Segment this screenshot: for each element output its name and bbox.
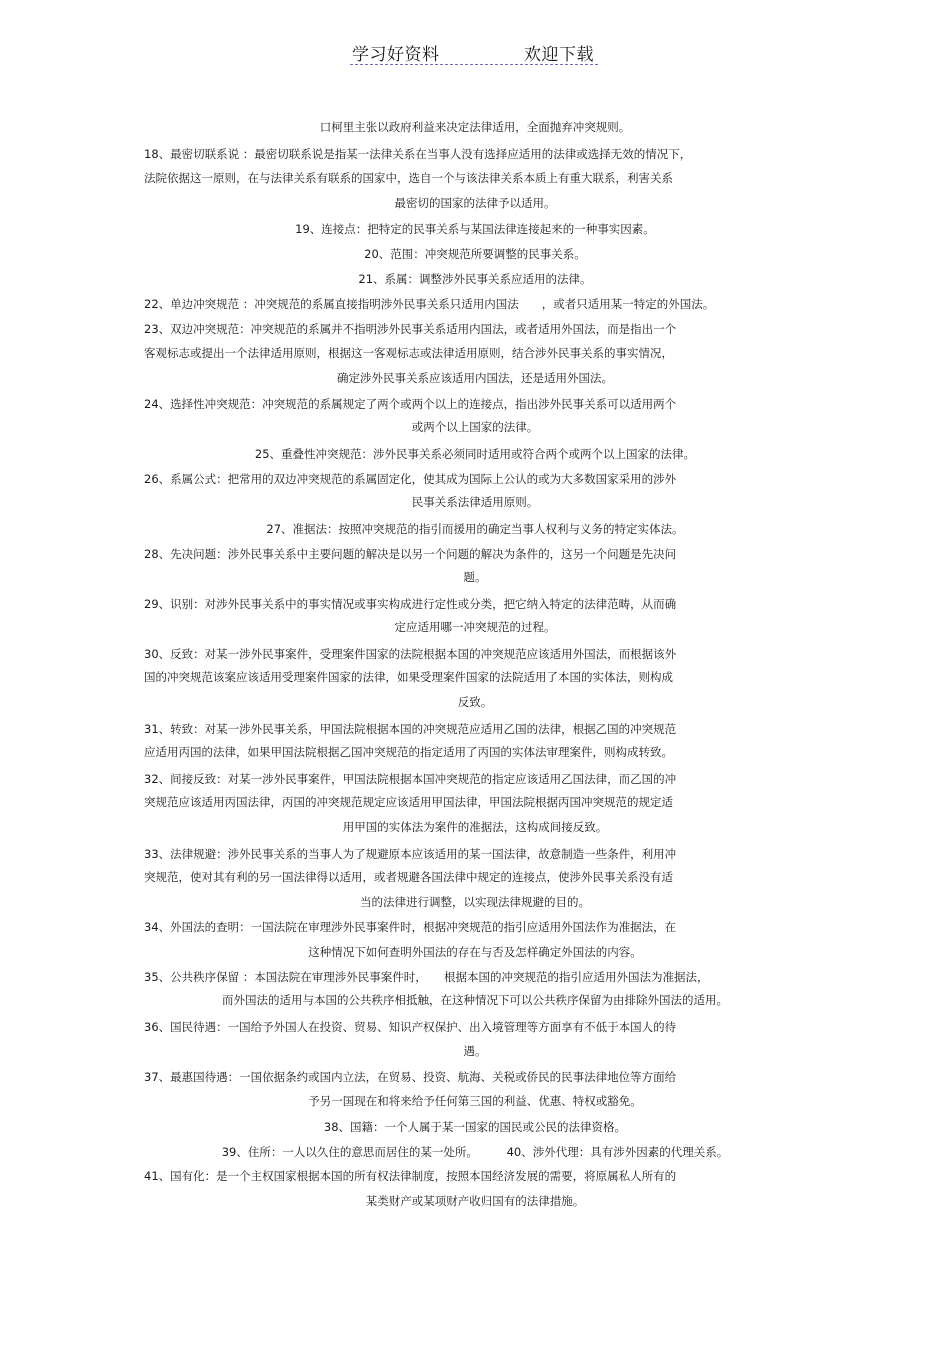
header-right-text: 欢迎下载 — [524, 45, 594, 65]
text-line: 30、反致：对某一涉外民事案件，受理案件国家的法院根据本国的冲突规范应该适用外国法，而根据该外 — [144, 647, 677, 661]
text-line: 突规范，使对其有利的另一国法律得以适用，或者规避各国法律中规定的连接点，使涉外民事关系没有适 — [144, 870, 673, 884]
text-line: 36、国民待遇：一国给予外国人在投资、贸易、知识产权保护、出入境管理等方面享有不低于本国人的待 — [144, 1020, 677, 1034]
text-line: 遇。 — [463, 1044, 487, 1058]
text-line: 国的冲突规范该案应该适用受理案件国家的法律，如果受理案件国家的法院适用了本国的实体法，则构成 — [144, 670, 673, 684]
text-line: 31、转致：对某一涉外民事关系，甲国法院根据本国的冲突规范应适用乙国的法律，根据乙国的冲突规范 — [144, 722, 677, 736]
header-left-text: 学习好资料 — [352, 45, 440, 65]
text-line: 而外国法的适用与本国的公共秩序相抵触，在这种情况下可以公共秩序保留为由排除外国法的适用。 — [222, 993, 728, 1007]
text-line: 当的法律进行调整，以实现法律规避的目的。 — [360, 895, 590, 909]
text-line: 34、外国法的查明：一国法院在审理涉外民事案件时，根据冲突规范的指引应适用外国法作为准据法，在 — [144, 920, 677, 934]
text-line: 28、先决问题：涉外民事关系中主要问题的解决是以另一个问题的解决为条件的，这另一个问题是先决问 — [144, 547, 677, 561]
text-line: 23、双边冲突规范：冲突规范的系属并不指明涉外民事关系适用内国法，或者适用外国法，而是指出一个 — [144, 322, 677, 336]
text-line: 题。 — [463, 570, 487, 584]
text-line: 33、法律规避：涉外民事关系的当事人为了规避原本应该适用的某一国法律，故意制造一些条件，利用冲 — [144, 847, 677, 861]
text-line: 民事关系法律适用原则。 — [411, 495, 539, 509]
text-line: 或两个以上国家的法律。 — [411, 420, 539, 434]
text-line: 反致。 — [457, 695, 493, 709]
text-line: 法院依据这一原则，在与法律关系有联系的国家中，选自一个与该法律关系本质上有重大联系，利害关系 — [144, 171, 673, 185]
text-line: 41、国有化：是一个主权国家根据本国的所有权法律制度，按照本国经济发展的需要，将原属私人所有的 — [144, 1169, 677, 1183]
text-line: 客观标志或提出一个法律适用原则，根据这一客观标志或法律适用原则，结合涉外民事关系的事实情况， — [144, 346, 673, 360]
text-line: 37、最惠国待遇：一国依据条约或国内立法，在贸易、投资、航海、关税或侨民的民事法律地位等方面给 — [144, 1070, 677, 1084]
text-line: 突规范应该适用丙国法律，丙国的冲突规范规定应该适用甲国法律，甲国法院根据丙国冲突规范的规定适 — [144, 795, 673, 809]
text-line: 26、系属公式：把常用的双边冲突规范的系属固定化，使其成为国际上公认的或为大多数国家采用的涉外 — [144, 472, 677, 486]
text-line: 27、准据法：按照冲突规范的指引而援用的确定当事人权利与义务的特定实体法。 — [266, 522, 684, 536]
text-line: 32、间接反致：对某一涉外民事案件，甲国法院根据本国冲突规范的指定应该适用乙国法律，而乙国的冲 — [144, 772, 677, 786]
text-line: 18、最密切联系说 ：最密切联系说是指某一法律关系在当事人没有选择应适用的法律或选择无效的情况下， — [144, 147, 692, 161]
text-line: 某类财产或某项财产收归国有的法律措施。 — [365, 1194, 585, 1208]
text-line: 38、国籍：一个人属于某一国家的国民或公民的法律资格。 — [323, 1120, 627, 1134]
text-line: 25、重叠性冲突规范：涉外民事关系必须同时适用或符合两个或两个以上国家的法律。 — [254, 447, 696, 461]
text-line: 35、公共秩序保留 ：本国法院在审理涉外民事案件时， 根据本国的冲突规范的指引应适用外国法为准据法， — [144, 970, 709, 984]
page-header — [0, 40, 950, 70]
text-line: 39、住所：一人以久住的意思而居住的某一处所。 40、涉外代理：具有涉外因素的代理关系。 — [221, 1145, 729, 1159]
text-line: 确定涉外民事关系应该适用内国法，还是适用外国法。 — [337, 371, 613, 385]
text-line: 21、系属：调整涉外民事关系应适用的法律。 — [358, 272, 592, 286]
text-line: 20、范围：冲突规范所要调整的民事关系。 — [364, 247, 586, 261]
header-dashed-rule — [350, 64, 598, 65]
text-line: 24、选择性冲突规范：冲突规范的系属规定了两个或两个以上的连接点，指出涉外民事关系可以适用两个 — [144, 397, 677, 411]
text-line: 用甲国的实体法为案件的准据法，这构成间接反致。 — [342, 820, 608, 834]
text-line: 口柯里主张以政府利益来决定法律适用，全面抛弃冲突规则。 — [319, 120, 631, 134]
text-line: 予另一国现在和将来给予任何第三国的利益、优惠、特权或豁免。 — [308, 1094, 642, 1108]
text-line: 最密切的国家的法律予以适用。 — [394, 196, 556, 210]
text-line: 29、识别：对涉外民事关系中的事实情况或事实构成进行定性或分类，把它纳入特定的法律范畴，从而确 — [144, 597, 677, 611]
text-line: 19、连接点：把特定的民事关系与某国法律连接起来的一种事实因素。 — [295, 222, 655, 236]
text-line: 定应适用哪一冲突规范的过程。 — [394, 620, 556, 634]
text-line: 应适用丙国的法律，如果甲国法院根据乙国冲突规范的指定适用了丙国的实体法审理案件，则构成转致。 — [144, 745, 673, 759]
text-line: 这种情况下如何查明外国法的存在与否及怎样确定外国法的内容。 — [308, 945, 642, 959]
text-line: 22、单边冲突规范 ：冲突规范的系属直接指明涉外民事关系只适用内国法 ，或者只适用某一特定的外国法。 — [144, 297, 715, 311]
